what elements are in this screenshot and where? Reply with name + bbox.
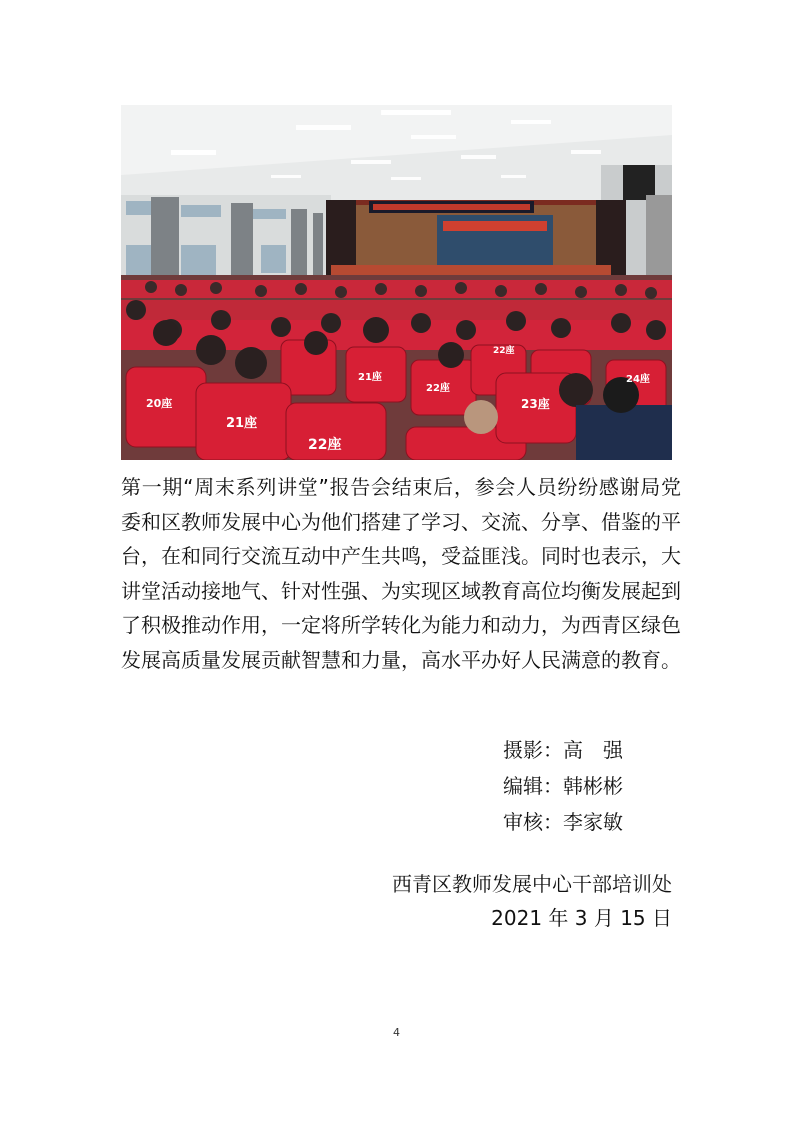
seat-label: 22座 — [426, 383, 450, 394]
credits-block — [503, 732, 683, 840]
seat-label: 21座 — [226, 416, 258, 431]
publish-date: 2021 年 3 月 15 日 — [491, 906, 672, 930]
photographer-credit: 摄影：高 强 — [503, 738, 623, 762]
seat-label: 23座 — [521, 397, 550, 411]
seat-label: 22座 — [493, 346, 515, 356]
auditorium-illustration — [121, 105, 672, 460]
organization-name: 西青区教师发展中心干部培训处 — [392, 872, 672, 896]
auditorium-photo — [121, 105, 672, 460]
seat-label: 24座 — [626, 374, 650, 385]
signature-block — [392, 867, 672, 935]
seat-label: 22座 — [308, 437, 342, 453]
article-paragraph: 第一期“周末系列讲堂”报告会结束后，参会人员纷纷感谢局党委和区教师发展中心为他们搭建了学习、交流、分享、借鉴的平台，在和同行交流互动中产生共鸣，受益匪浅。同时也表示，大讲堂活动接地气、针对性强、为实现区域教育高位均衡发展起到了积极推动作用，一定将所学转化为能力和动力，为西青区绿色发展高质量发展贡献智慧和力量，高水平办好人民满意的教育。 — [121, 475, 681, 672]
reviewer-credit: 审核：李家敏 — [503, 810, 623, 834]
seat-label: 21座 — [358, 372, 382, 383]
page-number: 4 — [393, 1026, 400, 1039]
seat-label: 20座 — [146, 397, 173, 410]
editor-credit: 编辑：韩彬彬 — [503, 774, 623, 798]
